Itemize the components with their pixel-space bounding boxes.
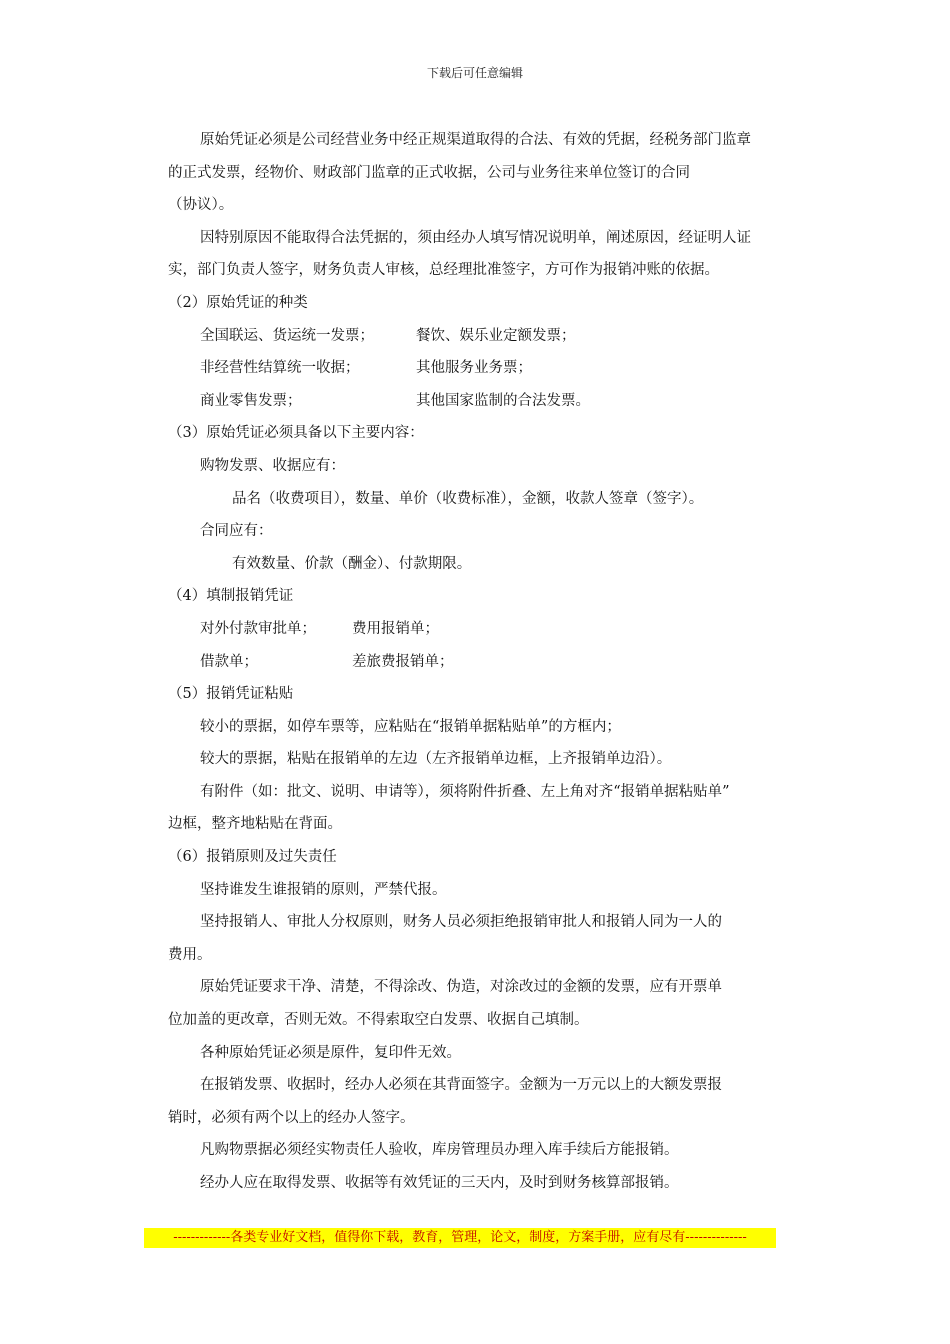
sub-label: 购物发票、收据应有： bbox=[200, 457, 345, 474]
paragraph-line: 销时，必须有两个以上的经办人签字。 bbox=[168, 1109, 415, 1126]
invoice-type-row bbox=[168, 320, 818, 353]
invoice-type-row bbox=[168, 352, 818, 385]
paragraph-line: 实，部门负责人签字，财务负责人审核，总经理批准签字，方可作为报销冲账的依据。 bbox=[168, 262, 719, 279]
paragraph-line: 较小的票据，如停车票等，应粘贴在“报销单据粘贴单”的方框内； bbox=[200, 718, 621, 735]
invoice-type: 全国联运、货运统一发票； bbox=[200, 327, 374, 344]
voucher-form: 费用报销单； bbox=[352, 620, 439, 637]
page-header: 下载后可任意编辑 bbox=[426, 66, 523, 80]
voucher-form-row bbox=[168, 613, 818, 646]
section-heading: （5）报销凭证粘贴 bbox=[168, 686, 294, 703]
voucher-form: 对外付款审批单； bbox=[200, 620, 316, 637]
paragraph-line: 费用。 bbox=[168, 946, 212, 963]
section-heading: （2）原始凭证的种类 bbox=[168, 294, 308, 311]
voucher-form: 差旅费报销单； bbox=[352, 653, 454, 670]
paragraph-line: 在报销发票、收据时，经办人必须在其背面签字。金额为一万元以上的大额发票报 bbox=[200, 1077, 722, 1094]
paragraph-line: 原始凭证必须是公司经营业务中经正规渠道取得的合法、有效的凭据，经税务部门监章 bbox=[200, 132, 751, 148]
paragraph-line: 有附件（如：批文、说明、申请等），须将附件折叠、左上角对齐“报销单据粘贴单” bbox=[200, 783, 730, 800]
paragraph-line: （协议）。 bbox=[168, 197, 234, 214]
paragraph-line: 经办人应在取得发票、收据等有效凭证的三天内，及时到财务核算部报销。 bbox=[200, 1175, 679, 1191]
paragraph-line: 坚持报销人、审批人分权原则，财务人员必须拒绝报销审批人和报销人同为一人的 bbox=[200, 914, 722, 931]
sub-label: 合同应有： bbox=[200, 523, 273, 540]
invoice-type: 餐饮、娱乐业定额发票； bbox=[416, 327, 576, 344]
sub-items: 有效数量、价款（酬金）、付款期限。 bbox=[232, 555, 472, 572]
paragraph-line: 坚持谁发生谁报销的原则，严禁代报。 bbox=[200, 881, 447, 898]
paragraph-line: 原始凭证要求干净、清楚，不得涂改、伪造，对涂改过的金额的发票，应有开票单 bbox=[200, 979, 722, 996]
invoice-type: 其他国家监制的合法发票。 bbox=[416, 392, 590, 409]
paragraph-line: 各种原始凭证必须是原件，复印件无效。 bbox=[200, 1044, 461, 1061]
paragraph-line: 因特别原因不能取得合法凭据的，须由经办人填写情况说明单，阐述原因，经证明人证 bbox=[200, 229, 751, 246]
paragraph-line: 凡购物票据必须经实物责任人验收，库房管理员办理入库手续后方能报销。 bbox=[200, 1142, 679, 1159]
section-heading: （3）原始凭证必须具备以下主要内容： bbox=[168, 425, 424, 442]
invoice-type: 其他服务业务票； bbox=[416, 360, 532, 377]
paragraph-line: 较大的票据，粘贴在报销单的左边（左齐报销单边框，上齐报销单边沿）。 bbox=[200, 751, 672, 768]
voucher-form: 借款单； bbox=[200, 653, 258, 670]
voucher-form-row bbox=[168, 646, 818, 679]
document-body bbox=[168, 124, 818, 1200]
invoice-type: 非经营性结算统一收据； bbox=[200, 360, 360, 377]
sub-items: 品名（收费项目），数量、单价（收费标准），金额，收款人签章（签字）。 bbox=[232, 490, 704, 507]
invoice-type: 商业零售发票； bbox=[200, 392, 302, 409]
promo-footer-banner: -------------各类专业好文档，值得你下载，教育，管理，论文，制度，方案手册，应有尽有-------------- bbox=[144, 1228, 776, 1248]
paragraph-line: 位加盖的更改章，否则无效。不得索取空白发票、收据自己填制。 bbox=[168, 1012, 589, 1029]
section-heading: （4）填制报销凭证 bbox=[168, 588, 294, 605]
section-heading: （6）报销原则及过失责任 bbox=[168, 849, 337, 866]
paragraph-line: 的正式发票，经物价、财政部门监章的正式收据，公司与业务往来单位签订的合同 bbox=[168, 164, 690, 181]
invoice-type-row bbox=[168, 385, 818, 418]
paragraph-line: 边框，整齐地粘贴在背面。 bbox=[168, 816, 342, 833]
